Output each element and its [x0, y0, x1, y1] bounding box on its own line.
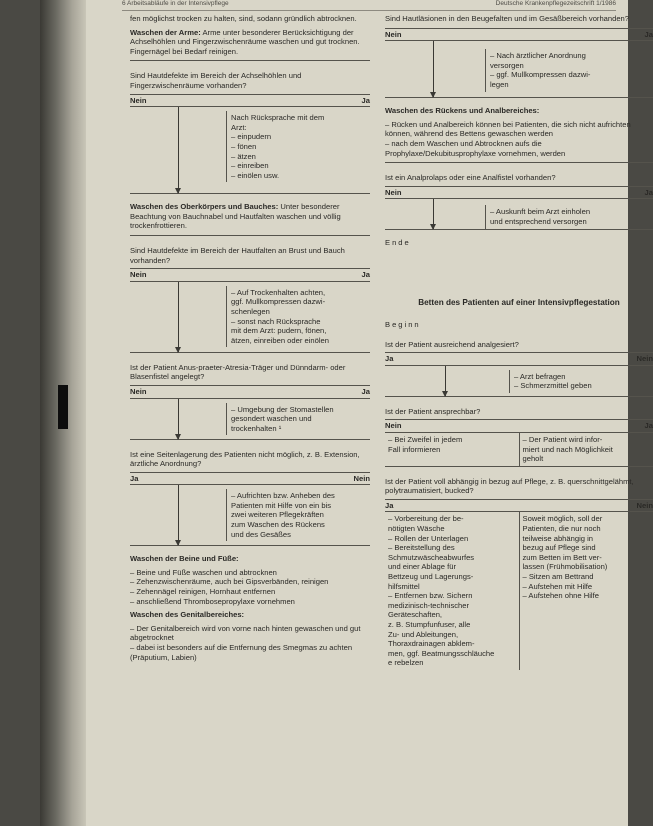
box-line: – Auf Trockenhalten achten,	[231, 287, 326, 297]
box-line: – Bereitstellung des	[388, 543, 455, 553]
yes-box	[385, 512, 519, 670]
section-text: Unter besonderer Beachtung von Bauchnabel und Hautfalten waschen und völlig trockenfrottieren.	[130, 202, 341, 231]
no-box	[385, 433, 519, 466]
book-page	[40, 0, 653, 826]
no-box	[509, 370, 653, 393]
paragraph: fen möglichst trocken zu halten, sind, sodann gründlich abtrocknen.	[130, 14, 357, 23]
box-line: – Der Patient wird infor-	[522, 434, 603, 444]
list-item: – dabei ist besonders auf die Entfernung des Smegmas zu achten (Präputium, Labien)	[130, 643, 353, 662]
flowchart-decision	[130, 268, 370, 353]
box-line: Geräteschaften,	[388, 610, 443, 620]
box-line: – einreiben	[231, 161, 269, 171]
box-line: versorgen	[490, 60, 524, 70]
box-line: teilweise abhängig in	[522, 533, 594, 543]
question: Ist der Patient ausreichend analgesiert?	[385, 339, 519, 349]
yes-box	[485, 205, 653, 228]
box-line: gesondert waschen und	[231, 414, 312, 424]
box-line: und des Gesäßes	[231, 529, 291, 539]
section-title: Waschen des Genitalbereiches:	[130, 610, 245, 620]
box-line: – Aufstehen ohne Hilfe	[522, 591, 599, 601]
question: Ist eine Seitenlagerung des Patienten nicht möglich, z. B. Extension, ärztliche Anordnung?	[130, 449, 360, 469]
yes-box	[519, 433, 653, 466]
no-label: Nein	[130, 386, 147, 396]
divider	[130, 60, 370, 61]
yes-label: Ja	[644, 29, 653, 39]
box-line: medizinisch-technischer	[388, 600, 470, 610]
flowchart-decision	[385, 186, 653, 231]
section-heading: Betten des Patienten auf einer Intensivpflegestation	[418, 297, 620, 307]
header-right: Deutsche Krankenpflegezeitschrift 1/1986	[495, 0, 616, 7]
box-line: legen	[490, 79, 509, 89]
list-item: – nach dem Waschen und Abtrocknen aufs die Prophylaxe/Dekubitusprophylaxe vornehmen, werden	[385, 138, 566, 158]
running-header	[122, 0, 616, 11]
no-label: Nein	[385, 29, 402, 39]
yes-box	[226, 489, 370, 541]
question: Ist der Patient voll abhängig in bezug auf Pflege, z. B. querschnittgelähmt, polytraumatisiert, bucked?	[385, 476, 634, 496]
box-line: nötigten Wäsche	[388, 524, 445, 534]
box-line: zwei weiteren Pflegekräften	[231, 510, 324, 520]
box-line: mit dem Arzt: pudern, fönen,	[231, 326, 327, 336]
box-line: – Auskunft beim Arzt einholen	[490, 207, 591, 217]
box-line: Nach Rücksprache mit dem	[231, 113, 325, 123]
box-line: trockenhalten ¹	[231, 423, 282, 433]
yes-label: Ja	[385, 500, 394, 510]
box-line: – Sitzen am Bettrand	[522, 572, 594, 582]
box-line: Fall informieren	[388, 444, 441, 454]
box-line: geholt	[522, 454, 544, 464]
box-line: – Entfernen bzw. Sichern	[388, 591, 473, 601]
list-item: – Zehennägel reinigen, Hornhaut entfernen	[130, 587, 276, 597]
section-title: Waschen der Beine und Füße:	[130, 554, 239, 564]
no-label: Nein	[636, 354, 653, 364]
down-arrow-icon	[178, 107, 179, 193]
section-text: Arme unter besonderer Berücksichtigung der Achselhöhlen und Fingerzwischenräume waschen und gut trocknen. Fingernägel bei Bedarf reinigen.	[130, 27, 360, 56]
box-line: miert und nach Möglichkeit	[522, 444, 613, 454]
right-column	[385, 14, 653, 678]
no-label: Nein	[385, 187, 402, 197]
question: Sind Hautläsionen in den Beugefalten und im Gesäßbereich vorhanden?	[385, 14, 630, 23]
box-line: – Aufstehen mit Hilfe	[522, 581, 593, 591]
begin-marker: Beginn	[385, 319, 421, 329]
box-line: – einölen usw.	[231, 170, 280, 180]
no-label: Nein	[636, 500, 653, 510]
flowchart-decision	[385, 352, 653, 397]
yes-label: Ja	[361, 386, 370, 396]
paragraph	[130, 28, 370, 57]
no-label: Nein	[353, 473, 370, 483]
box-line: – Aufrichten bzw. Anheben des	[231, 491, 335, 501]
yes-label: Ja	[130, 473, 139, 483]
box-line: – Nach ärztlicher Anordnung	[490, 51, 586, 61]
box-line: Thoraxdrainagen abklem-	[388, 639, 475, 649]
box-line: – Schmerzmittel geben	[514, 381, 592, 391]
box-line: z. B. Stumpfunfuser, alle	[388, 620, 471, 629]
box-line: – ätzen	[231, 151, 256, 161]
box-line: Bettzeug und Lagerungs-	[388, 572, 474, 582]
box-line: und einer Ablage für	[388, 562, 456, 572]
question: Ist der Patient ansprechbar?	[385, 406, 481, 416]
flowchart-decision	[385, 419, 653, 466]
yes-box	[485, 49, 653, 91]
no-label: Nein	[130, 95, 147, 105]
box-line: zum Waschen des Rückens	[231, 520, 325, 530]
box-line: – sonst nach Rücksprache	[231, 316, 321, 326]
box-line: zum Betten im Bett ver-	[522, 552, 602, 562]
box-line: Patienten, die nur noch	[522, 524, 601, 534]
flowchart-decision	[385, 28, 653, 99]
box-line: – Rollen der Unterlagen	[388, 533, 469, 543]
flowchart-decision	[130, 385, 370, 440]
box-line: – Umgebung der Stomastellen	[231, 404, 334, 414]
yes-label: Ja	[644, 421, 653, 431]
flowchart-decision	[130, 94, 370, 195]
question: Sind Hautdefekte im Bereich der Hautfalten an Brust und Bauch vorhanden?	[130, 245, 345, 265]
yes-box	[226, 403, 370, 436]
left-column	[130, 14, 370, 666]
divider	[130, 235, 370, 236]
down-arrow-icon	[433, 199, 434, 229]
divider	[385, 162, 653, 163]
end-marker: Ende	[385, 238, 411, 248]
yes-label: Ja	[644, 187, 653, 197]
box-line: – ggf. Mullkompressen dazwi-	[490, 70, 591, 80]
page-edge-binding	[40, 0, 86, 826]
question: Sind Hautdefekte im Bereich der Achselhöhlen und Fingerzwischenräume vorhanden?	[130, 71, 302, 90]
section-title: Waschen der Arme:	[130, 27, 201, 37]
black-index-tab	[58, 385, 68, 429]
box-line: men, ggf. Beatmungsschläuche	[388, 648, 495, 658]
no-label: Nein	[130, 270, 147, 280]
no-box	[519, 512, 653, 670]
box-line: – einpudern	[231, 132, 272, 142]
box-line: ätzen, einreiben oder einölen	[231, 335, 329, 345]
box-line: Patienten mit Hilfe von ein bis	[231, 500, 332, 510]
list-item: – Zehenzwischenräume, auch bei Gipsverbänden, reinigen	[130, 577, 329, 587]
box-line: – Arzt befragen	[514, 371, 566, 381]
box-line: schenlegen	[231, 306, 270, 316]
box-line: hilfsmittel	[388, 581, 420, 591]
box-line: Arzt:	[231, 122, 247, 132]
box-line: Soweit möglich, soll der	[522, 514, 603, 524]
box-line: – Bei Zweifel in jedem	[388, 434, 463, 444]
box-line: e rebelzen	[388, 658, 424, 668]
box-line: ggf. Mullkompressen dazwi-	[231, 297, 326, 307]
list-item: – anschließend Thrombosepropylaxe vornehmen	[130, 596, 295, 606]
yes-box	[226, 111, 370, 182]
box-line: Zu- und Ableitungen,	[388, 629, 459, 639]
section-title: Waschen des Oberkörpers und Bauches:	[130, 202, 279, 212]
box-line: Schmutzwäscheabwurfes	[388, 552, 475, 562]
box-line: und entsprechend versorgen	[490, 216, 587, 226]
box-line: bezug auf Pflege sind	[522, 543, 596, 553]
down-arrow-icon	[178, 282, 179, 352]
no-label: Nein	[385, 421, 402, 431]
box-line: – fönen	[231, 141, 257, 151]
question: Ist ein Analprolaps oder eine Analfistel vorhanden?	[385, 173, 556, 183]
down-arrow-icon	[178, 399, 179, 439]
flowchart-decision	[385, 499, 653, 670]
down-arrow-icon	[178, 485, 179, 545]
down-arrow-icon	[445, 366, 446, 396]
yes-label: Ja	[385, 354, 394, 364]
yes-label: Ja	[361, 270, 370, 280]
list-item: – Beine und Füße waschen und abtrocknen	[130, 567, 277, 577]
question: Ist der Patient Anus-praeter-Atresia-Träger und Dünndarm- oder Blasenfistel angelegt?	[130, 362, 346, 382]
paragraph	[130, 202, 370, 231]
list-item: – Der Genitalbereich wird von vorne nach hinten gewaschen und gut abgetrocknet	[130, 623, 361, 643]
box-line: – Vorbereitung der be-	[388, 514, 464, 524]
header-left: 6 Arbeitsabläufe in der Intensivpflege	[122, 0, 229, 7]
box-line: lassen (Frühmobilisation)	[522, 562, 608, 572]
yes-box	[226, 286, 370, 348]
section-title: Waschen des Rückens und Analbereiches:	[385, 106, 540, 116]
down-arrow-icon	[433, 41, 434, 97]
list-item: – Rücken und Analbereich können bei Patienten, die sich nicht aufrichten können, während des Bettens gewaschen werden	[385, 119, 631, 139]
yes-label: Ja	[361, 95, 370, 105]
flowchart-decision	[130, 472, 370, 547]
